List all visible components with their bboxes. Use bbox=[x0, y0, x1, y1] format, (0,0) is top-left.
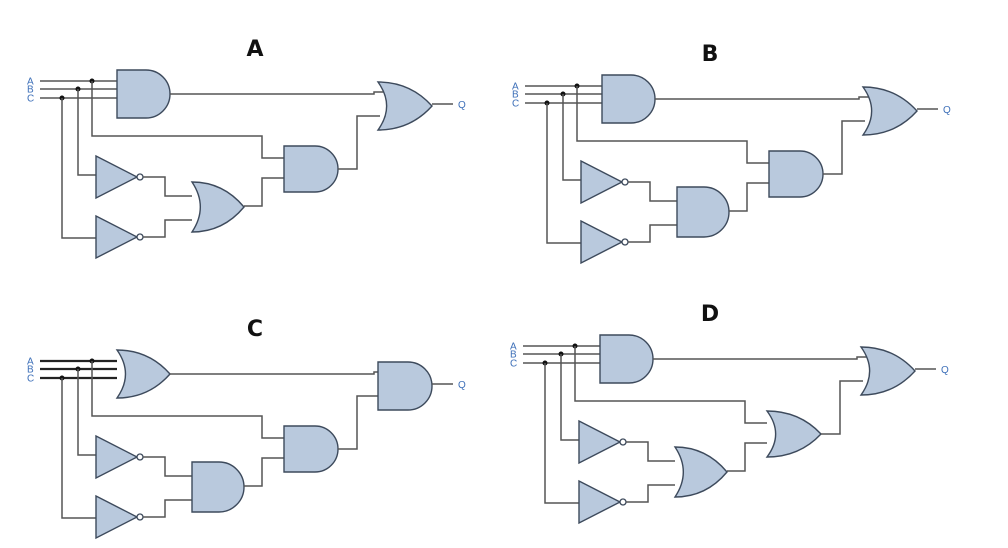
wire bbox=[628, 225, 677, 242]
circuit-b bbox=[512, 42, 951, 263]
input-label-b: B bbox=[27, 84, 34, 96]
wire bbox=[626, 485, 675, 502]
input-label-a: A bbox=[512, 81, 519, 93]
wire bbox=[244, 458, 284, 486]
output-label-q: Q bbox=[458, 100, 466, 111]
circuit-title: A bbox=[246, 37, 264, 62]
wire bbox=[62, 98, 96, 238]
wire bbox=[545, 363, 579, 503]
not-gate-2 bbox=[579, 481, 620, 523]
gate-2 bbox=[284, 146, 338, 192]
wire bbox=[821, 381, 863, 434]
gate-1 bbox=[117, 70, 170, 118]
circuit-title: C bbox=[246, 317, 264, 342]
wire bbox=[170, 92, 384, 94]
not-bubble-2 bbox=[620, 499, 626, 505]
input-label-b: B bbox=[27, 364, 34, 376]
circuit-d bbox=[510, 302, 949, 523]
circuit-title: D bbox=[700, 302, 720, 327]
not-bubble-1 bbox=[137, 174, 143, 180]
not-gate-2 bbox=[581, 221, 622, 263]
not-gate-1 bbox=[579, 421, 620, 463]
wire bbox=[78, 369, 96, 455]
wire bbox=[143, 457, 192, 476]
input-label-c: C bbox=[27, 373, 35, 385]
wire bbox=[244, 178, 284, 206]
wire bbox=[561, 354, 579, 440]
gate-4 bbox=[378, 362, 432, 410]
not-gate-2 bbox=[96, 496, 137, 538]
gate-4 bbox=[378, 82, 432, 130]
output-label-q: Q bbox=[458, 380, 466, 391]
circuit-c bbox=[27, 317, 466, 538]
not-gate-1 bbox=[96, 156, 137, 198]
gate-3 bbox=[675, 447, 727, 497]
wire bbox=[823, 121, 865, 174]
circuits-group bbox=[27, 37, 951, 538]
wire bbox=[547, 103, 581, 243]
wire bbox=[62, 378, 96, 518]
wire bbox=[338, 396, 380, 449]
wire bbox=[727, 443, 767, 471]
input-label-a: A bbox=[510, 341, 517, 353]
wire bbox=[653, 357, 867, 359]
input-label-c: C bbox=[27, 93, 35, 105]
input-label-c: C bbox=[512, 98, 520, 110]
output-label-q: Q bbox=[943, 105, 951, 116]
input-label-c: C bbox=[510, 358, 518, 370]
gate-2 bbox=[284, 426, 338, 472]
gate-3 bbox=[192, 182, 244, 232]
gate-1 bbox=[602, 75, 655, 123]
input-label-a: A bbox=[27, 76, 34, 88]
wire bbox=[143, 220, 192, 237]
wire bbox=[729, 183, 769, 211]
not-gate-1 bbox=[581, 161, 622, 203]
gate-1 bbox=[117, 350, 170, 398]
wire bbox=[628, 182, 677, 201]
not-bubble-2 bbox=[622, 239, 628, 245]
gate-4 bbox=[863, 87, 917, 135]
input-label-a: A bbox=[27, 356, 34, 368]
input-label-b: B bbox=[512, 89, 519, 101]
circuit-title: B bbox=[701, 42, 719, 67]
not-bubble-1 bbox=[622, 179, 628, 185]
gate-3 bbox=[192, 462, 244, 512]
wire bbox=[92, 361, 284, 438]
not-bubble-1 bbox=[137, 454, 143, 460]
gate-3 bbox=[677, 187, 729, 237]
not-bubble-1 bbox=[620, 439, 626, 445]
gate-2 bbox=[767, 411, 821, 457]
circuit-a bbox=[27, 37, 466, 258]
output-label-q: Q bbox=[941, 365, 949, 376]
not-gate-1 bbox=[96, 436, 137, 478]
gate-4 bbox=[861, 347, 915, 395]
wire bbox=[78, 89, 96, 175]
gate-2 bbox=[769, 151, 823, 197]
not-gate-2 bbox=[96, 216, 137, 258]
wire bbox=[626, 442, 675, 461]
wire bbox=[143, 177, 192, 196]
wire bbox=[143, 500, 192, 517]
wire bbox=[563, 94, 581, 180]
wire bbox=[170, 372, 384, 374]
input-label-b: B bbox=[510, 349, 517, 361]
not-bubble-2 bbox=[137, 234, 143, 240]
wire bbox=[655, 97, 869, 99]
wire bbox=[338, 116, 380, 169]
not-bubble-2 bbox=[137, 514, 143, 520]
gate-1 bbox=[600, 335, 653, 383]
